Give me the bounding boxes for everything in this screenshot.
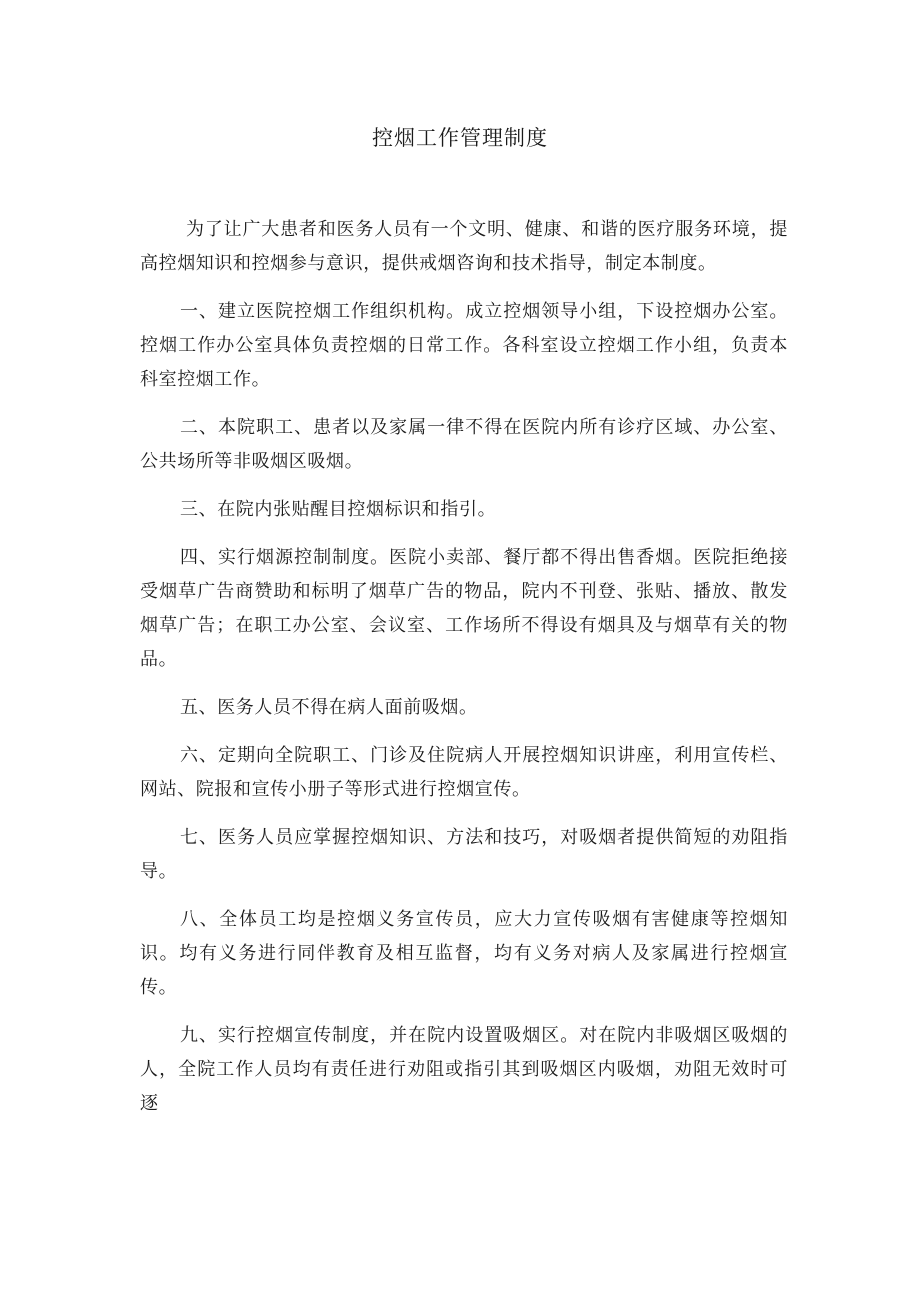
paragraph-clause-2: 二、本院职工、患者以及家属一律不得在医院内所有诊疗区域、办公室、公共场所等非吸烟区吸烟。 <box>140 417 788 472</box>
document-title: 控烟工作管理制度 <box>372 126 548 150</box>
paragraph-clause-4: 四、实行烟源控制制度。医院小卖部、餐厅都不得出售香烟。医院拒绝接受烟草广告商赞助和标明了烟草广告的物品，院内不刊登、张贴、播放、散发烟草广告；在职工办公室、会议室、工作场所不得设有烟具及与烟草有关的物品。 <box>140 547 788 670</box>
document-body <box>140 213 788 1135</box>
paragraph-clause-6: 六、定期向全院职工、门诊及住院病人开展控烟知识讲座，利用宣传栏、网站、院报和宣传小册子等形式进行控烟宣传。 <box>140 745 788 800</box>
paragraph-clause-3: 三、在院内张贴醒目控烟标识和指引。 <box>180 499 497 520</box>
paragraph-clause-1: 一、建立医院控烟工作组织机构。成立控烟领导小组，下设控烟办公室。控烟工作办公室具体负责控烟的日常工作。各科室设立控烟工作小组，负责本科室控烟工作。 <box>140 301 788 390</box>
paragraph-clause-7: 七、医务人员应掌握控烟知识、方法和技巧，对吸烟者提供简短的劝阻指导。 <box>140 827 788 882</box>
paragraph-clause-5: 五、医务人员不得在病人面前吸烟。 <box>180 697 478 718</box>
paragraph-clause-8: 八、全体员工均是控烟义务宣传员，应大力宣传吸烟有害健康等控烟知识。均有义务进行同伴教育及相互监督，均有义务对病人及家属进行控烟宣传。 <box>140 909 788 998</box>
paragraph-intro: 为了让广大患者和医务人员有一个文明、健康、和谐的医疗服务环境，提高控烟知识和控烟参与意识，提供戒烟咨询和技术指导，制定本制度。 <box>140 219 788 274</box>
paragraph-clause-9: 九、实行控烟宣传制度，并在院内设置吸烟区。对在院内非吸烟区吸烟的人，全院工作人员均有责任进行劝阻或指引其到吸烟区内吸烟，劝阻无效时可逐 <box>140 1025 788 1114</box>
